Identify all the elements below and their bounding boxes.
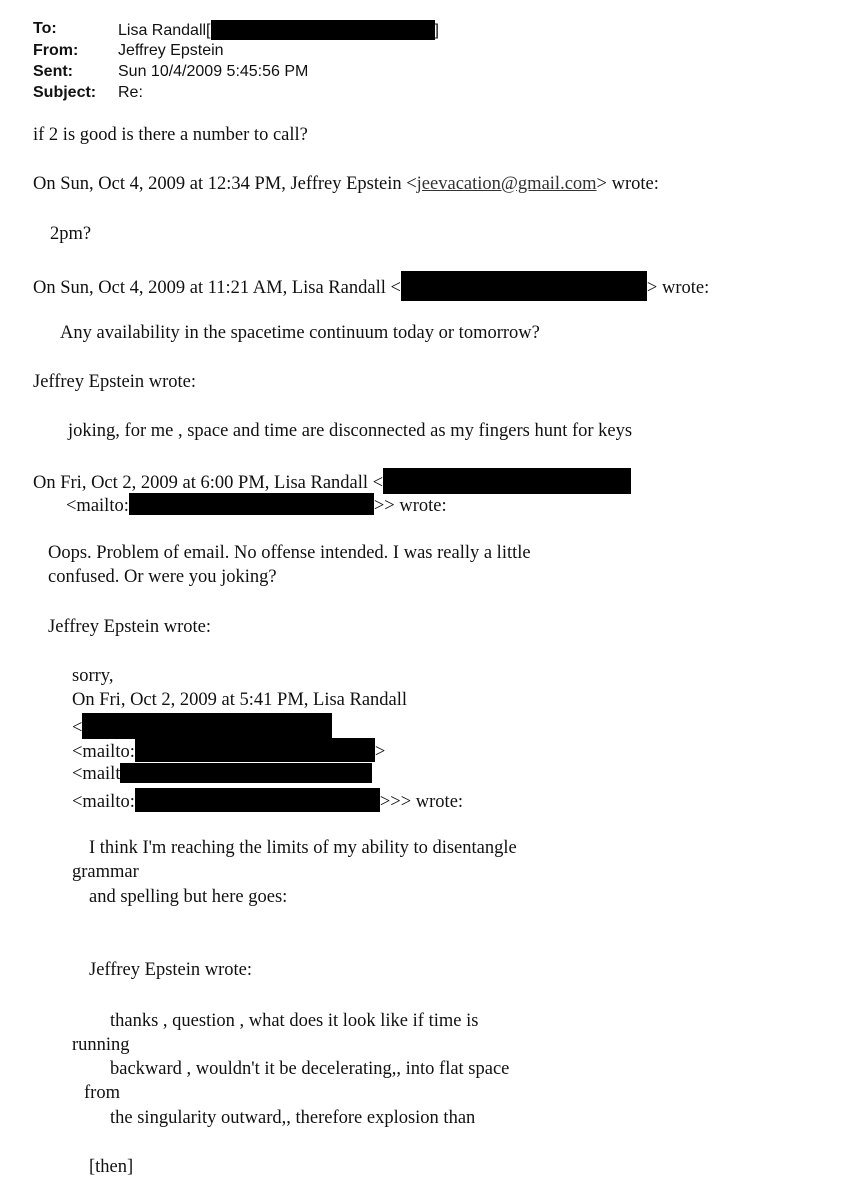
email-header xyxy=(33,20,533,104)
body-line: Oops. Problem of email. No offense intended. I was really a little xyxy=(48,543,531,563)
redaction-bar xyxy=(401,271,647,301)
sent-value: Sun 10/4/2009 5:45:56 PM xyxy=(118,63,309,80)
body-line: grammar xyxy=(72,862,139,882)
subject-label: Subject: xyxy=(33,84,97,101)
quote-header: On Fri, Oct 2, 2009 at 5:41 PM, Lisa Randall xyxy=(72,690,408,710)
redaction-bar xyxy=(211,20,435,40)
quote-header xyxy=(33,468,631,494)
from-value: Jeffrey Epstein xyxy=(118,42,224,59)
quote-header-suffix: > wrote: xyxy=(646,278,710,298)
body-line: backward , wouldn't it be decelerating,, into flat space xyxy=(110,1059,510,1079)
to-name: Lisa Randall[ xyxy=(118,22,211,39)
body-line: from xyxy=(84,1083,120,1103)
quote-header xyxy=(72,713,332,739)
quote-header xyxy=(33,271,709,301)
bracket-text: < xyxy=(72,718,83,738)
to-value xyxy=(118,20,439,40)
mailto-text: <mailto: xyxy=(66,496,129,516)
body-line: confused. Or were you joking? xyxy=(48,567,277,587)
quote-header xyxy=(33,173,659,195)
email-link[interactable]: jeevacation@gmail.com xyxy=(416,174,597,194)
quote-header xyxy=(72,738,385,763)
quote-header-suffix: >> wrote: xyxy=(373,496,447,516)
body-line: if 2 is good is there a number to call? xyxy=(33,125,308,145)
body-line: Jeffrey Epstein wrote: xyxy=(48,617,212,637)
redaction-bar xyxy=(120,763,372,783)
body-line: Jeffrey Epstein wrote: xyxy=(33,372,197,392)
quote-header-text: On Sun, Oct 4, 2009 at 12:34 PM, Jeffrey Epstein < xyxy=(33,174,417,194)
quote-header-text: On Sun, Oct 4, 2009 at 11:21 AM, Lisa Randall < xyxy=(33,278,401,298)
to-label: To: xyxy=(33,20,57,37)
redaction-bar xyxy=(135,788,380,812)
body-line: Any availability in the spacetime continuum today or tomorrow? xyxy=(60,323,540,343)
sent-label: Sent: xyxy=(33,63,73,80)
quote-header xyxy=(66,493,447,517)
body-line: and spelling but here goes: xyxy=(89,887,288,907)
mailto-text: <mailt xyxy=(72,764,121,784)
body-line: [then] xyxy=(89,1157,134,1177)
from-label: From: xyxy=(33,42,79,59)
quote-header-suffix: > xyxy=(374,742,386,762)
redaction-bar xyxy=(383,468,631,494)
redaction-bar xyxy=(82,713,332,739)
body-line: joking, for me , space and time are disconnected as my fingers hunt for keys xyxy=(68,421,633,441)
body-line: Jeffrey Epstein wrote: xyxy=(89,960,253,980)
subject-value: Re: xyxy=(118,84,143,101)
mailto-text: <mailto: xyxy=(72,792,135,812)
body-line: I think I'm reaching the limits of my ability to disentangle xyxy=(89,838,517,858)
to-row xyxy=(33,20,533,38)
quote-header-text: On Fri, Oct 2, 2009 at 6:00 PM, Lisa Randall < xyxy=(33,473,384,493)
quote-header-suffix: >>> wrote: xyxy=(379,792,464,812)
body-line: 2pm? xyxy=(50,224,92,244)
quote-header xyxy=(72,788,463,813)
quote-header-suffix: > wrote: xyxy=(596,174,659,194)
quote-header xyxy=(72,763,372,785)
mailto-text: <mailto: xyxy=(72,742,135,762)
body-line: the singularity outward,, therefore explosion than xyxy=(110,1108,476,1128)
body-line: sorry, xyxy=(72,666,114,686)
redaction-bar xyxy=(129,493,374,515)
body-line: thanks , question , what does it look like if time is xyxy=(110,1011,479,1031)
redaction-bar xyxy=(135,738,375,762)
body-line: running xyxy=(72,1035,130,1055)
to-close: ] xyxy=(434,22,439,39)
